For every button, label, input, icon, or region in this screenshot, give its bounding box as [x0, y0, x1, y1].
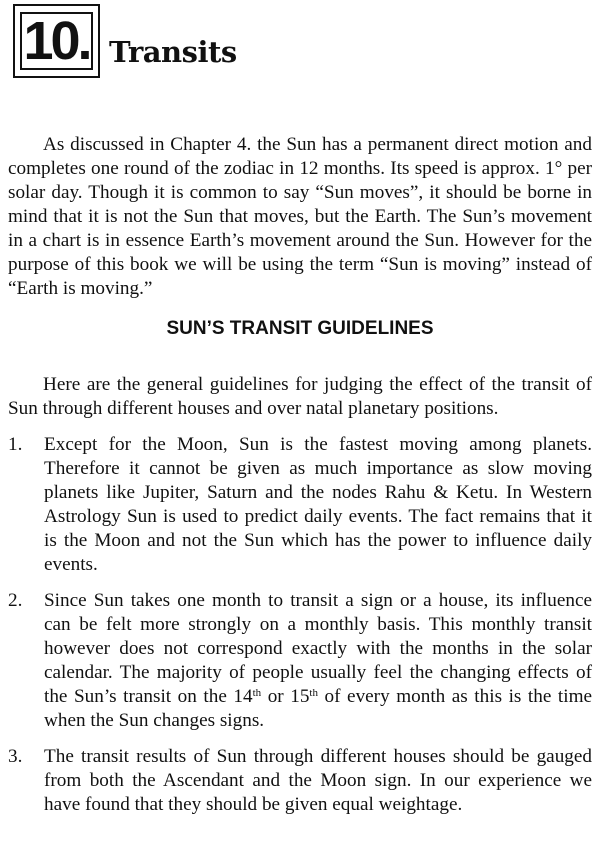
- superscript-ordinal: th: [252, 687, 262, 699]
- section-heading: SUN’S TRANSIT GUIDELINES: [166, 318, 434, 339]
- superscript-ordinal: th: [309, 687, 318, 699]
- list-item-number: 3.: [8, 746, 23, 767]
- list-item-text-part: or 15: [261, 686, 310, 707]
- chapter-number: 10.: [23, 11, 90, 71]
- list-item-number: 2.: [8, 590, 23, 611]
- list-item: [8, 589, 592, 733]
- list-item-text: The transit results of Sun through different houses should be gauged from both the Ascendant and the Moon sign. In our experience we have found that they should be given equal weightage.: [44, 746, 592, 815]
- list-item-text-part: Since Sun takes one month to transit a sign or a house, its influence can be felt more strongly on a monthly basis. This monthly transit however does not correspond exactly with the months in the solar calendar. The majority of people usually feel the changing effects of the Sun’s transit on the 14: [44, 590, 592, 707]
- list-item: [8, 433, 592, 577]
- list-item-text-part: of every month as this is the time when the Sun changes signs.: [44, 686, 593, 731]
- chapter-number-inner-frame: [20, 12, 93, 70]
- list-item-number: 1.: [8, 434, 23, 455]
- list-item: [8, 745, 592, 817]
- section-lead-paragraph: Here are the general guidelines for judging the effect of the transit of Sun through different houses and over natal planetary positions.: [8, 374, 592, 419]
- list-item-text: Except for the Moon, Sun is the fastest moving among planets. Therefore it cannot be given as much importance as slow moving planets like Jupiter, Saturn and the nodes Rahu & Ketu. In Western Astrology Sun is used to predict daily events. The fact remains that it is the Moon and not the Sun which has the power to influence daily events.: [44, 434, 592, 575]
- list-item-text: [44, 589, 592, 733]
- intro-paragraph: As discussed in Chapter 4. the Sun has a permanent direct motion and completes one round of the zodiac in 12 months. Its speed is approx. 1° per solar day. Though it is common to say “Sun moves”, it should be borne in mind that it is not the Sun that moves, but the Earth. The Sun’s movement in a chart is in essence Earth’s movement around the Sun. However for the purpose of this book we will be using the term “Sun is moving” instead of “Earth is moving.”: [8, 134, 592, 299]
- chapter-number-box: [13, 4, 100, 78]
- chapter-title: Transits: [109, 35, 237, 69]
